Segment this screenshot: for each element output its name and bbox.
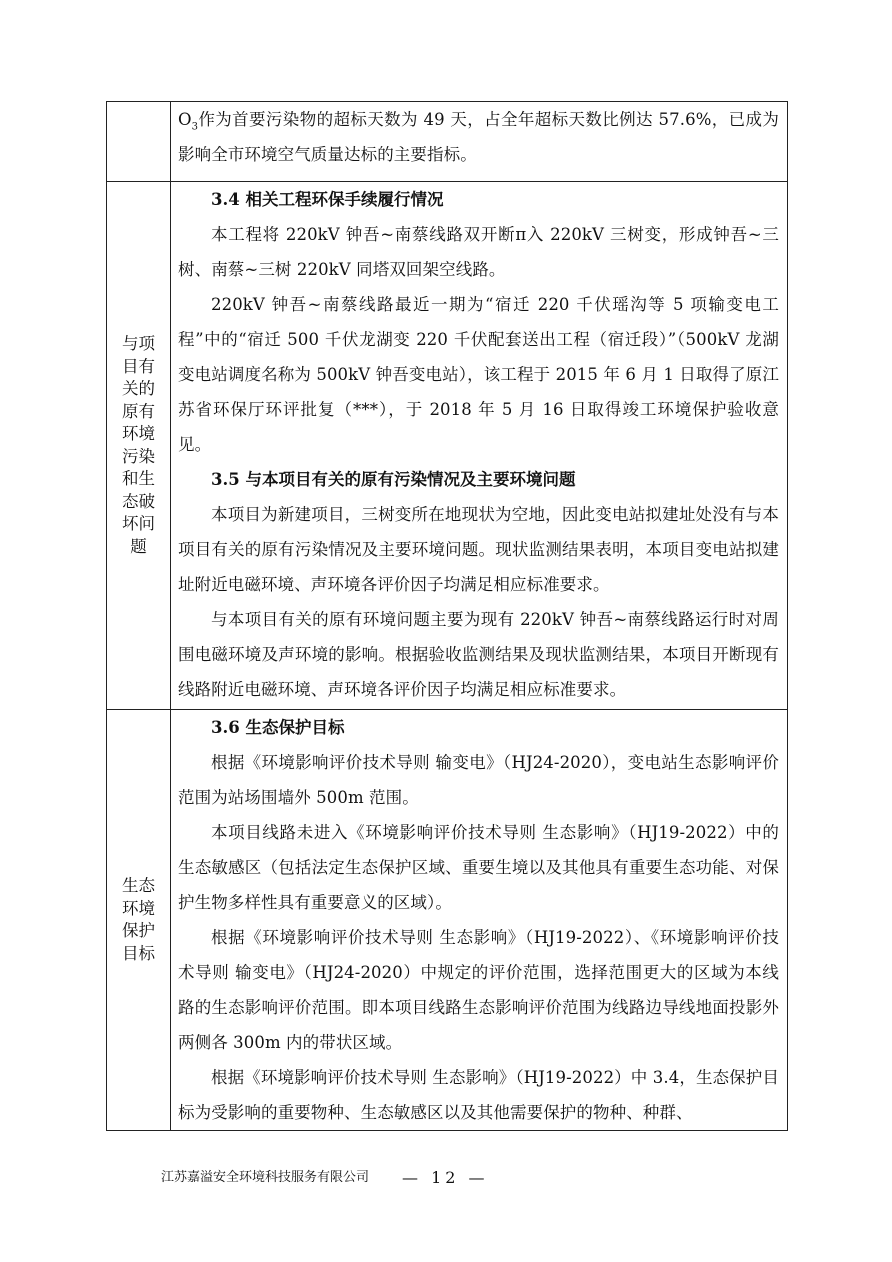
section-heading-3-5: 3.5 与本项目有关的原有污染情况及主要环境问题	[211, 470, 576, 489]
row-label-existing-issues	[107, 182, 171, 710]
table-row-existing-issues	[107, 182, 788, 710]
page-footer	[0, 1166, 892, 1190]
air-quality-text: 作为首要污染物的超标天数为 49 天，占全年超标天数比例达 57.6%，已成为影响全市环境空气质量达标的主要指标。	[178, 110, 779, 164]
label-line: 和生	[122, 469, 155, 488]
section-heading-3-4: 3.4 相关工程环保手续履行情况	[211, 190, 444, 209]
label-line: 目标	[122, 943, 155, 963]
label-line: 坏问	[122, 514, 155, 533]
paragraph: 本工程将 220kV 钟吾~南蔡线路双开断π入 220kV 三树变，形成钟吾~三树、南蔡~三树 220kV 同塔双回架空线路。	[178, 225, 779, 279]
ozone-symbol: O	[178, 110, 192, 129]
label-line: 环境	[122, 424, 155, 443]
label-line: 关的	[122, 379, 155, 398]
page-number: — 12 —	[402, 1168, 489, 1187]
paragraph: 根据《环境影响评价技术导则 生态影响》（HJ19-2022）、《环境影响评价技术导则 输变电》（HJ24-2020）中规定的评价范围，选择范围更大的区域为本线路的生态影响评价范围。即本项目线路生态影响评价范围为线路边导线地面投影外两侧各 300m 内的带状区域。	[178, 928, 779, 1052]
row-label-empty	[107, 102, 171, 182]
label-line: 生态	[122, 876, 155, 895]
section-heading-3-6: 3.6 生态保护目标	[211, 718, 345, 737]
paragraph: 根据《环境影响评价技术导则 输变电》（HJ24-2020），变电站生态影响评价范围为站场围墙外 500m 范围。	[178, 753, 779, 807]
paragraph: 220kV 钟吾~南蔡线路最近一期为“宿迁 220 千伏瑶沟等 5 项输变电工程”中的“宿迁 500 千伏龙湖变 220 千伏配套送出工程（宿迁段）”（500kV 龙湖变电站调度名称为 500kV 钟吾变电站），该工程于 2015 年 6 月 1 日取得了原江苏省环保厅环评批复（***），于 2018 年 5 月 16 日取得竣工环境保护验收意见。	[178, 295, 779, 454]
table-row-air-quality	[107, 102, 788, 182]
label-line: 题	[130, 536, 147, 556]
label-line: 与项	[122, 334, 155, 353]
table-row-eco-targets	[107, 710, 788, 1131]
row-content-eco-targets	[171, 710, 788, 1131]
label-line: 保护	[122, 921, 155, 940]
label-line: 目有	[122, 356, 155, 376]
label-line: 环境	[122, 898, 155, 918]
footer-company: 江苏嘉溢安全环境科技服务有限公司	[161, 1170, 370, 1185]
air-quality-paragraph	[178, 102, 779, 172]
paragraph: 根据《环境影响评价技术导则 生态影响》（HJ19-2022）中 3.4，生态保护目标为受影响的重要物种、生态敏感区以及其他需要保护的物种、种群、	[178, 1068, 779, 1122]
eco-targets-label	[122, 875, 155, 965]
label-line: 污染	[122, 446, 155, 466]
label-line: 态破	[122, 491, 155, 511]
paragraph: 本项目为新建项目，三树变所在地现状为空地，因此变电站拟建址处没有与本项目有关的原有污染情况及主要环境问题。现状监测结果表明，本项目变电站拟建址附近电磁环境、声环境各评价因子均满足相应标准要求。	[178, 505, 779, 594]
paragraph: 本项目线路未进入《环境影响评价技术导则 生态影响》（HJ19-2022）中的生态敏感区（包括法定生态保护区域、重要生境以及其他具有重要生态功能、对保护生物多样性具有重要意义的区域）。	[178, 823, 779, 912]
row-content-air-quality	[171, 102, 788, 182]
row-label-eco-targets	[107, 710, 171, 1131]
paragraph: 与本项目有关的原有环境问题主要为现有 220kV 钟吾~南蔡线路运行时对周围电磁环境及声环境的影响。根据验收监测结果及现状监测结果，本项目开断现有线路附近电磁环境、声环境各评价因子均满足相应标准要求。	[178, 610, 779, 699]
ozone-subscript: 3	[191, 121, 199, 133]
report-table	[106, 101, 788, 1131]
existing-issues-label	[122, 333, 155, 558]
row-content-existing-issues	[171, 182, 788, 710]
label-line: 原有	[122, 401, 155, 421]
